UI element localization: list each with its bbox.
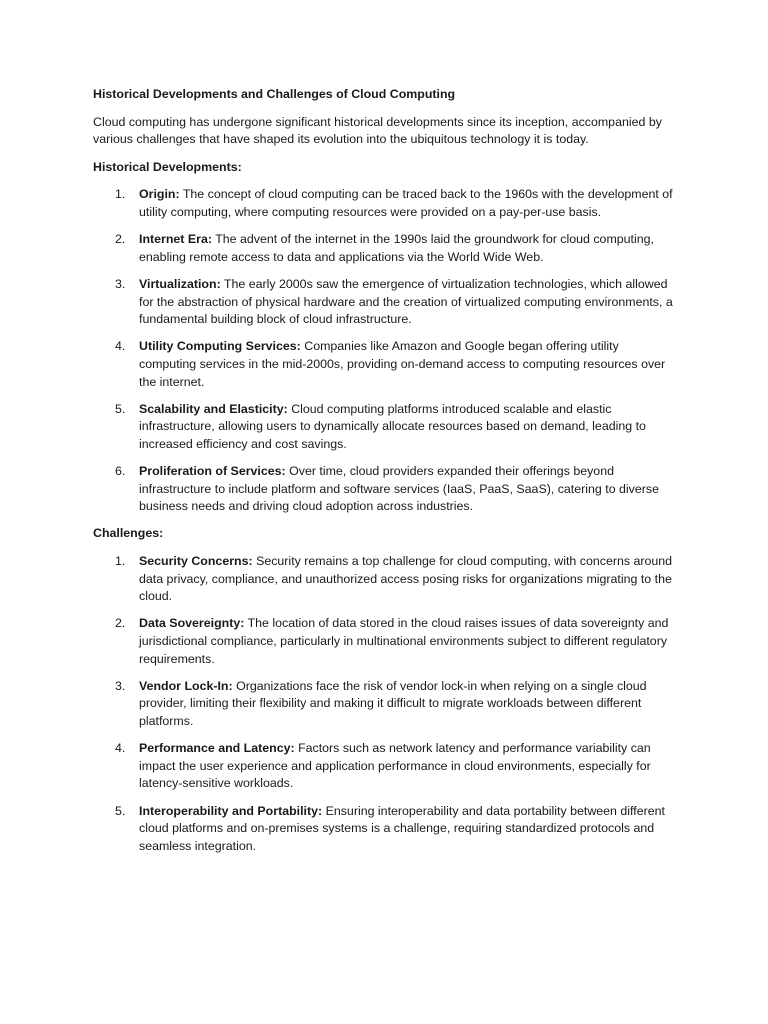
document-page (93, 86, 678, 865)
list-item-text: Companies like Amazon and Google began offering utility computing services in the mid-2000s, providing on-demand access to computing resources over the internet. (139, 339, 666, 389)
list-item-number: 4. (115, 339, 126, 354)
list-item-number: 1. (115, 554, 126, 569)
list-item (93, 803, 678, 856)
list-item-number: 5. (115, 401, 126, 416)
list-item-term: Interoperability and Portability: (139, 803, 323, 818)
list-item-text: The early 2000s saw the emergence of virtualization technologies, which allowed for the abstraction of physical hardware and the creation of virtualized computing environments, a fundamental building block of cloud infrastructure. (139, 276, 673, 327)
list-item-text: Cloud computing platforms introduced scalable and elastic infrastructure, allowing users to dynamically allocate resources based on demand, leading to increased efficiency and cost savings. (139, 401, 646, 451)
list-item (93, 553, 678, 606)
list-item (93, 740, 678, 793)
list-item-number: 6. (115, 464, 126, 479)
list-item (93, 678, 678, 731)
list-item-term: Data Sovereignty: (139, 616, 245, 631)
list-item-text: Ensuring interoperability and data portability between different cloud platforms and on-premises systems is a challenge, requiring standardized protocols and seamless integration. (139, 803, 665, 853)
list-item (93, 276, 678, 329)
intro-paragraph: Cloud computing has undergone significant historical developments since its inception, accompanied by various challenges that have shaped its evolution into the ubiquitous technology it is today. (93, 114, 662, 147)
historical-developments-heading: Historical Developments: (93, 159, 242, 174)
challenges-heading: Challenges: (93, 526, 164, 541)
list-item-number: 4. (115, 741, 126, 756)
document-title: Historical Developments and Challenges of Cloud Computing (93, 87, 456, 101)
list-item-term: Utility Computing Services: (139, 339, 301, 354)
list-item-number: 1. (115, 187, 126, 202)
list-item-term: Origin: (139, 187, 180, 202)
list-item-number: 3. (115, 276, 126, 291)
challenges-list (93, 553, 678, 855)
list-item-text: Security remains a top challenge for cloud computing, with concerns around data privacy, compliance, and unauthorized access posing risks for organizations migrating to the cloud. (139, 554, 673, 604)
list-item (93, 338, 678, 391)
historical-developments-list (93, 186, 678, 515)
list-item-term: Performance and Latency: (139, 741, 295, 756)
list-item-term: Scalability and Elasticity: (139, 401, 288, 416)
list-item (93, 186, 678, 221)
list-item-term: Virtualization: (139, 276, 221, 291)
list-item-number: 3. (115, 678, 126, 693)
list-item-number: 5. (115, 803, 126, 818)
list-item-text: The location of data stored in the cloud raises issues of data sovereignty and jurisdictional compliance, particularly in multinational environments subject to different regulatory requirements. (139, 616, 669, 666)
list-item-number: 2. (115, 616, 126, 631)
list-item-text: Organizations face the risk of vendor lock-in when relying on a single cloud provider, limiting their flexibility and making it difficult to migrate workloads between different platforms. (139, 678, 647, 728)
list-item-text: Factors such as network latency and performance variability can impact the user experience and application performance in cloud environments, especially for latency-sensitive workloads. (139, 741, 651, 791)
list-item (93, 615, 678, 668)
list-item-term: Security Concerns: (139, 554, 253, 569)
list-item (93, 231, 678, 266)
list-item-term: Vendor Lock-In: (139, 678, 233, 693)
list-item (93, 463, 678, 516)
list-item-term: Internet Era: (139, 232, 212, 247)
list-item-text: Over time, cloud providers expanded their offerings beyond infrastructure to include platform and software services (IaaS, PaaS, SaaS), catering to diverse business needs and driving cloud adoption across industries. (139, 464, 659, 514)
list-item-number: 2. (115, 232, 126, 247)
list-item-term: Proliferation of Services: (139, 464, 286, 479)
list-item (93, 401, 678, 454)
list-item-text: The concept of cloud computing can be traced back to the 1960s with the development of utility computing, where computing resources were provided on a pay-per-use basis. (139, 187, 673, 219)
list-item-text: The advent of the internet in the 1990s laid the groundwork for cloud computing, enabling remote access to data and applications via the World Wide Web. (139, 232, 654, 264)
